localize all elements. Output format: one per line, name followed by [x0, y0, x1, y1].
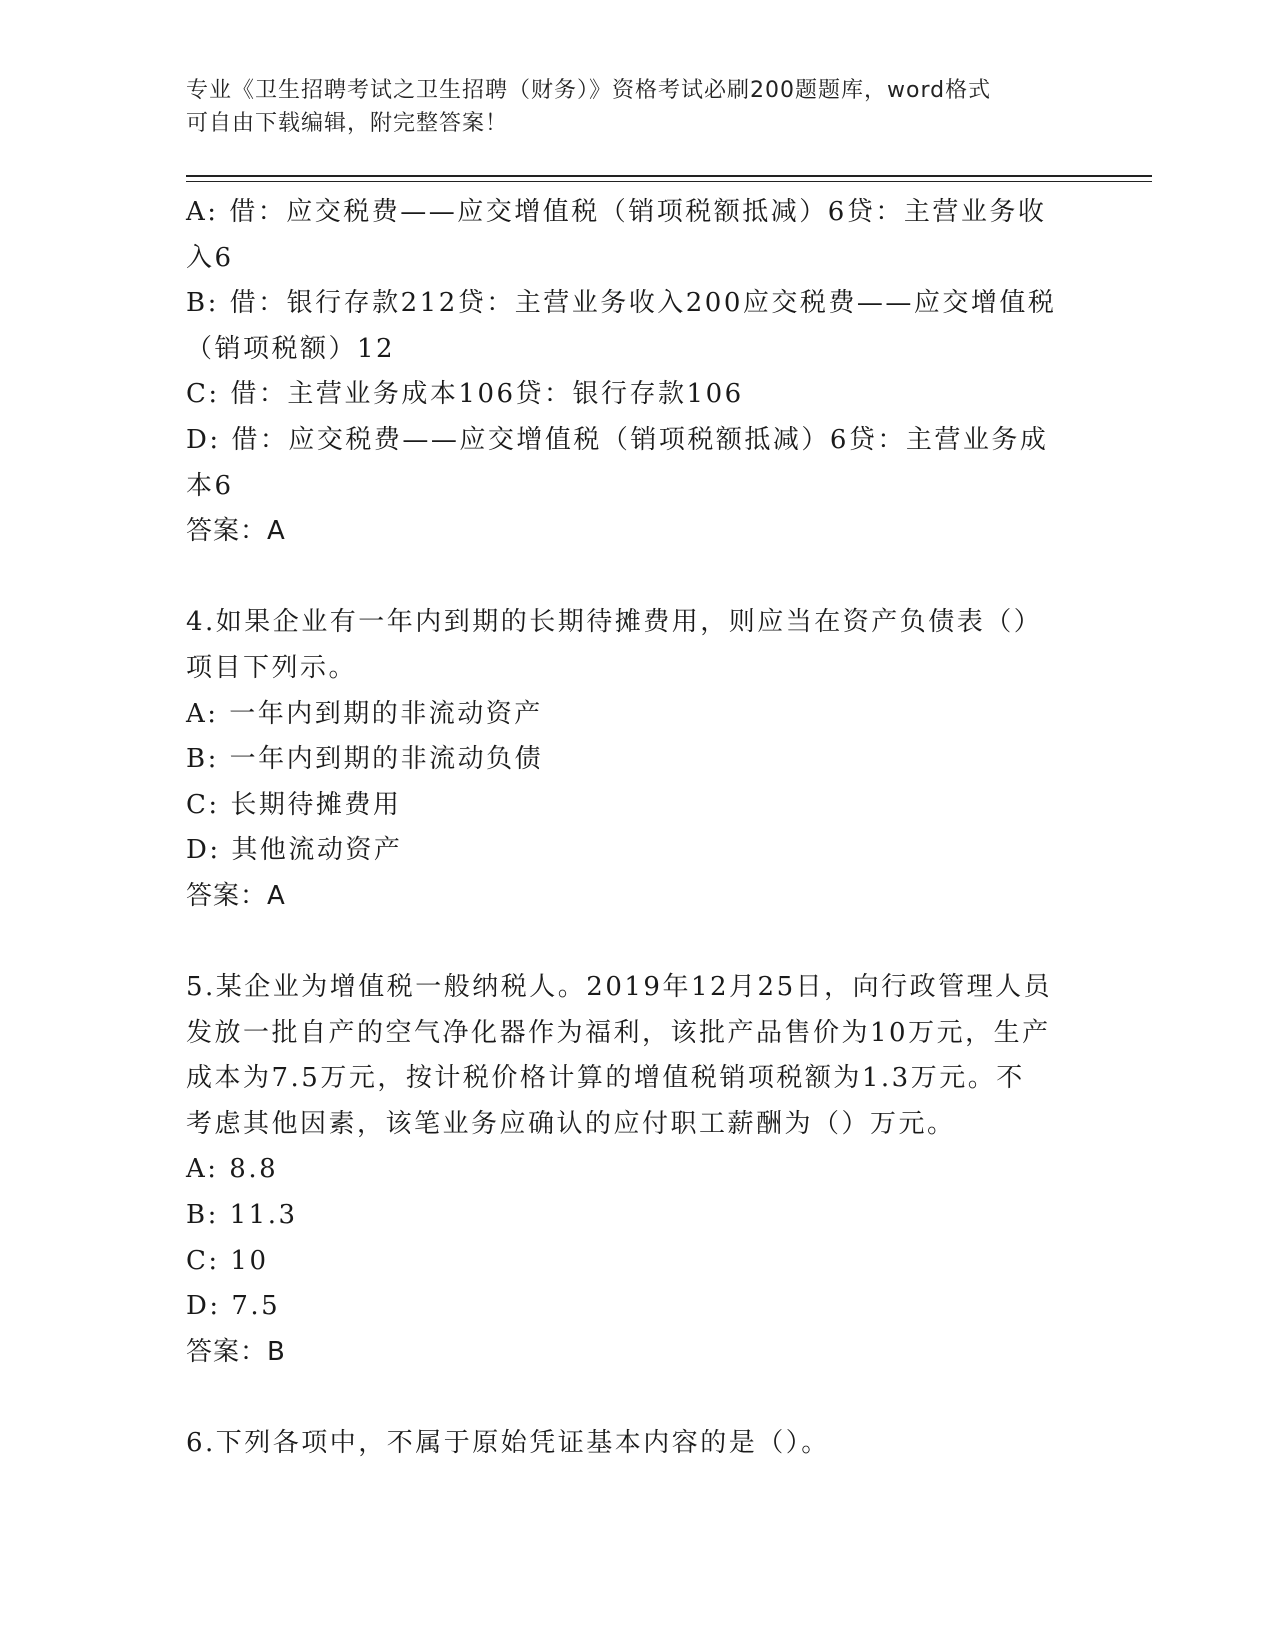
q5-option-a: A: 8.8 — [186, 1154, 279, 1185]
q6-question-line-1: 6.下列各项中，不属于原始凭证基本内容的是（）。 — [186, 1428, 830, 1459]
q3-option-b-line-2: （销项税额）12 — [186, 333, 396, 364]
question-3-block — [186, 190, 1066, 555]
q5-question-line-2: 发放一批自产的空气净化器作为福利，该批产品售价为10万元，生产 — [186, 1017, 1051, 1048]
q4-option-a: A: 一年内到期的非流动资产 — [186, 698, 543, 729]
spacer — [186, 555, 1066, 601]
q3-option-b-line-1: B: 借：银行存款212贷：主营业务收入200应交税费——应交增值税 — [186, 288, 1057, 319]
header-line-2: 可自由下载编辑，附完整答案！ — [186, 111, 509, 136]
question-content — [186, 190, 1066, 1467]
header-divider-thick — [186, 175, 1152, 177]
spacer — [186, 1375, 1066, 1421]
q5-option-d: D: 7.5 — [186, 1291, 281, 1322]
q4-answer: 答案：A — [186, 880, 286, 911]
header-line-1: 专业《卫生招聘考试之卫生招聘（财务）》资格考试必刷200题题库，word格式 — [186, 78, 992, 103]
q3-option-d-line-1: D: 借：应交税费——应交增值税（销项税额抵减）6贷：主营业务成 — [186, 424, 1049, 455]
q3-option-a-line-2: 入6 — [186, 242, 234, 273]
q5-option-c: C: 10 — [186, 1245, 269, 1276]
q5-question-line-4: 考虑其他因素，该笔业务应确认的应付职工薪酬为（）万元。 — [186, 1108, 956, 1139]
q5-answer: 答案：B — [186, 1336, 286, 1367]
q4-question-line-2: 项目下列示。 — [186, 652, 358, 683]
q3-option-d-line-2: 本6 — [186, 470, 234, 501]
spacer — [186, 920, 1066, 966]
q3-option-c: C: 借：主营业务成本106贷：银行存款106 — [186, 379, 744, 410]
question-6-block — [186, 1421, 1066, 1467]
q4-question-line-1: 4.如果企业有一年内到期的长期待摊费用，则应当在资产负债表（） — [186, 607, 1043, 638]
q3-answer: 答案：A — [186, 516, 286, 547]
q5-question-line-3: 成本为7.5万元，按计税价格计算的增值税销项税额为1.3万元。不 — [186, 1063, 1025, 1094]
q4-option-b: B: 一年内到期的非流动负债 — [186, 744, 544, 775]
question-4-block — [186, 600, 1066, 919]
q5-question-line-1: 5.某企业为增值税一般纳税人。2019年12月25日，向行政管理人员 — [186, 972, 1053, 1003]
header-divider-thin — [186, 181, 1152, 182]
q3-option-a-line-1: A: 借：应交税费——应交增值税（销项税额抵减）6贷：主营业务收 — [186, 197, 1047, 227]
document-header — [186, 74, 1066, 140]
question-5-block — [186, 965, 1066, 1375]
q4-option-d: D: 其他流动资产 — [186, 835, 403, 866]
q4-option-c: C: 长期待摊费用 — [186, 789, 402, 820]
q5-option-b: B: 11.3 — [186, 1200, 298, 1231]
